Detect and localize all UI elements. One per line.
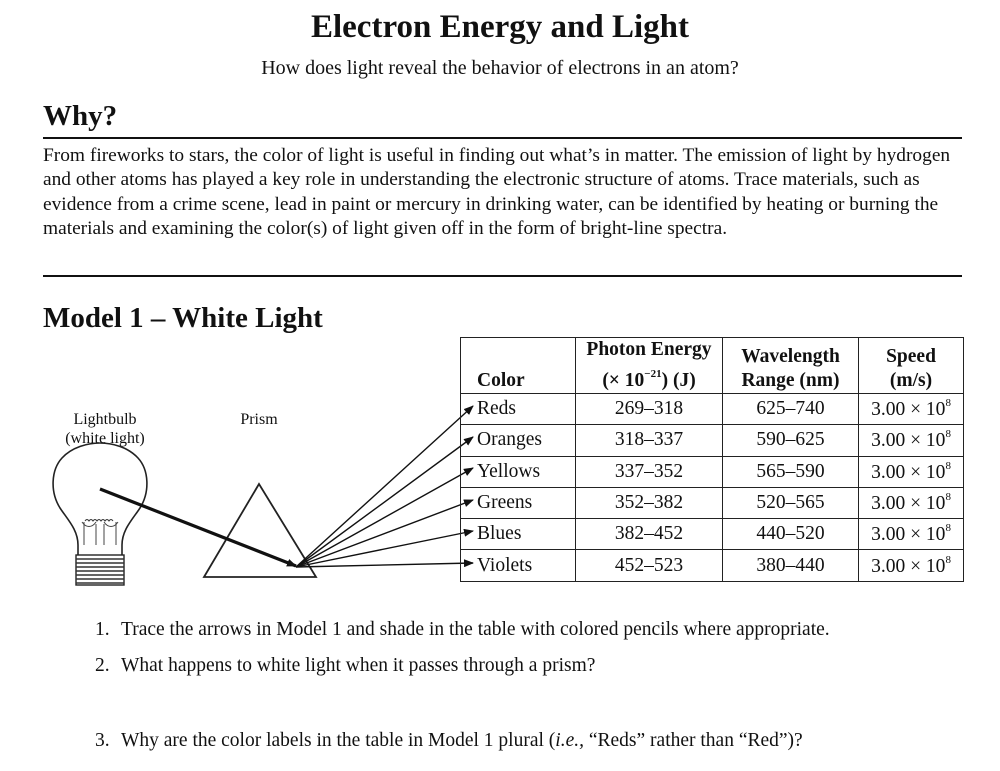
- wavelength-cell: 440–520: [723, 519, 859, 550]
- why-heading: Why?: [43, 100, 118, 132]
- speed-cell: $3.00 \times 10^8$: [859, 487, 964, 518]
- wavelength-cell: 380–440: [723, 550, 859, 581]
- color-cell: Greens: [461, 487, 576, 518]
- table-row: [461, 456, 964, 487]
- model1-heading: Model 1 – White Light: [43, 302, 323, 334]
- table-row: [461, 487, 964, 518]
- question-1: [95, 619, 830, 641]
- speed-cell: $3.00 \times 10^8$: [859, 550, 964, 581]
- wavelength-cell: 590–625: [723, 425, 859, 456]
- question-2: [95, 655, 595, 677]
- speed-cell: $3.00 \times 10^8$: [859, 425, 964, 456]
- yellows-arrow: [296, 468, 473, 567]
- greens-arrow: [296, 500, 473, 567]
- model1-table: [460, 337, 964, 582]
- reds-arrow: [296, 406, 473, 567]
- question-3: [95, 730, 803, 752]
- color-cell: Yellows: [461, 456, 576, 487]
- lightbulb-icon: [53, 443, 147, 585]
- speed-cell: $3.00 \times 10^8$: [859, 394, 964, 425]
- table-header-row: [461, 338, 964, 394]
- color-cell: Blues: [461, 519, 576, 550]
- wavelength-cell: 625–740: [723, 394, 859, 425]
- energy-cell: 452–523: [576, 550, 723, 581]
- table-row: [461, 394, 964, 425]
- lightbulb-label-line2: (white light): [65, 430, 145, 447]
- page-subtitle: How does light reveal the behavior of electrons in an atom?: [261, 57, 739, 79]
- question-text: Why are the color labels in the table in Model 1 plural (i.e., “Reds” rather than “Red”)?: [121, 730, 803, 751]
- color-cell: Reds: [461, 394, 576, 425]
- header-wavelength: Wavelength Range (nm): [723, 338, 859, 394]
- table-row: [461, 425, 964, 456]
- question-number: 2.: [95, 655, 110, 676]
- speed-cell: $3.00 \times 10^8$: [859, 519, 964, 550]
- question-text: Trace the arrows in Model 1 and shade in the table with colored pencils where appropriate.: [121, 619, 830, 640]
- blues-arrow: [296, 531, 473, 567]
- oranges-arrow: [296, 437, 473, 567]
- color-cell: Oranges: [461, 425, 576, 456]
- page-title: Electron Energy and Light: [310, 9, 689, 45]
- energy-cell: 318–337: [576, 425, 723, 456]
- energy-cell: 337–352: [576, 456, 723, 487]
- question-text: What happens to white light when it passes through a prism?: [121, 655, 596, 676]
- table-row: [461, 550, 964, 581]
- color-cell: Violets: [461, 550, 576, 581]
- energy-cell: 352–382: [576, 487, 723, 518]
- table-row: [461, 519, 964, 550]
- question-number: 1.: [95, 619, 110, 640]
- question-number: 3.: [95, 730, 110, 751]
- header-photon-energy: Photon Energy (× $10^{-21}$) (J): [576, 338, 723, 394]
- speed-cell: $3.00 \times 10^8$: [859, 456, 964, 487]
- prism-icon: [204, 484, 316, 577]
- wavelength-cell: 565–590: [723, 456, 859, 487]
- violets-arrow: [296, 563, 473, 567]
- header-color: Color: [461, 338, 576, 394]
- energy-cell: 382–452: [576, 519, 723, 550]
- energy-cell: 269–318: [576, 394, 723, 425]
- spectrum-arrows: [296, 406, 473, 567]
- wavelength-cell: 520–565: [723, 487, 859, 518]
- why-paragraph: From fireworks to stars, the color of light is useful in finding out what’s in matter. The emission of light by hydrogen and other atoms has played a key role in understanding the electronic structure of atoms. Trace materials, such as evidence from a crime scene, lead in paint or mercury in drinking water, can be identified by heating or burning the materials and examining the color(s) of light given off in the form of bright-line spectra.: [43, 145, 951, 239]
- header-speed: Speed (m/s): [859, 338, 964, 394]
- prism-label: Prism: [240, 411, 278, 428]
- lightbulb-label-line1: Lightbulb: [73, 411, 137, 428]
